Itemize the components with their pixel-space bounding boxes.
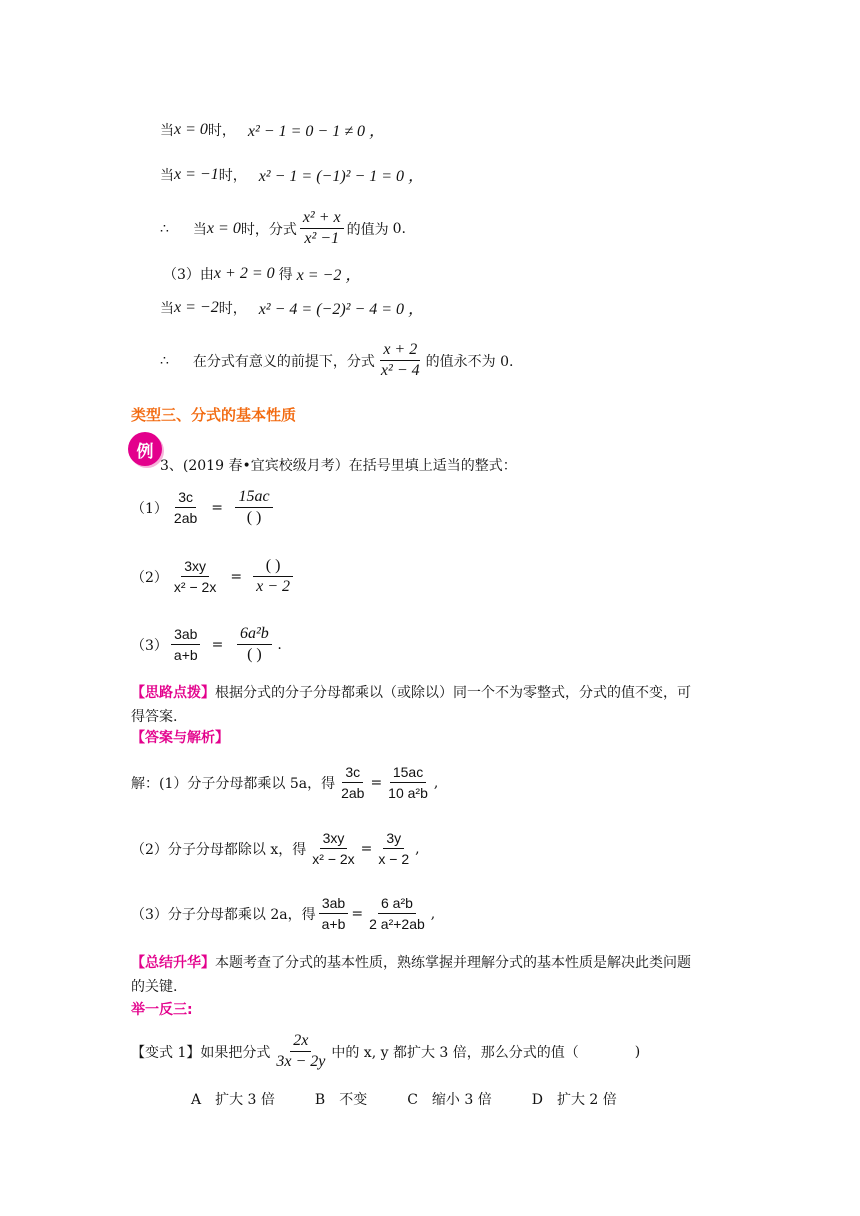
fraction-left — [171, 487, 200, 528]
math-equation: x² − 1 = (−1)² − 1 = 0 ， — [258, 168, 425, 185]
fraction-denominator: a+b — [321, 916, 346, 932]
fraction-left — [319, 893, 349, 934]
question-label: （1） — [131, 500, 168, 517]
fraction-right — [234, 487, 274, 528]
summary-text: 本题考查了分式的基本性质，熟练掌握并理解分式的基本性质是解决此类问题 — [215, 955, 691, 971]
practice-title: 举一反三: — [131, 1002, 193, 1018]
close-paren: ) — [634, 1043, 641, 1060]
practice-heading — [131, 999, 193, 1019]
fraction-numerator: 6a²b — [237, 624, 272, 645]
fraction-left — [338, 762, 367, 803]
fraction-denominator: x − 2 — [378, 851, 410, 867]
hint-label: 【思路点拨】 — [131, 685, 215, 701]
text-statement: 在分式有意义的前提下，分式 — [192, 353, 375, 370]
question-label: （3） — [131, 637, 168, 654]
math-value: x = 0 — [206, 219, 241, 237]
fraction — [300, 208, 344, 249]
summary-text-cont: 的关键. — [131, 979, 178, 995]
math-equation: x = −2 ， — [296, 267, 362, 284]
math-equation: x² − 4 = (−2)² − 4 = 0 ， — [258, 301, 425, 318]
text-shi: 时， — [207, 122, 236, 139]
fraction-denominator: 2ab — [173, 510, 198, 526]
answer-blank: ( ) — [247, 646, 262, 663]
fraction — [378, 340, 423, 381]
fraction-numerator: x + 2 — [380, 340, 420, 361]
fraction-numerator: 15ac — [390, 762, 426, 783]
text-when: 当 — [192, 221, 207, 238]
summary-label: 【总结升华】 — [131, 955, 215, 971]
fraction-denominator: x² − 2x — [312, 851, 355, 867]
result-value: 0. — [392, 220, 406, 237]
line-3 — [160, 208, 406, 249]
solution-text: 解：(1）分子分母都乘以 5a，得 — [131, 775, 336, 792]
fraction-right — [253, 556, 293, 597]
line-2 — [160, 163, 424, 186]
section-heading — [131, 404, 296, 425]
comma: , — [433, 774, 439, 791]
fraction-numerator: 3ab — [171, 624, 200, 645]
equals-sign: = — [351, 905, 364, 922]
equals-sign: = — [230, 568, 243, 585]
choices — [191, 1089, 657, 1109]
therefore-symbol: ∴ — [160, 352, 169, 369]
fraction-left — [309, 828, 357, 869]
answer-heading — [131, 727, 229, 747]
hint-text: 根据分式的分子分母都乘以（或除以）同一个不为零整式，分式的值不变，可 — [215, 685, 691, 701]
equals-sign: = — [360, 840, 373, 857]
fraction-denominator: 10 a²b — [388, 785, 428, 801]
choice-d[interactable]: D 扩大 2 倍 — [531, 1092, 617, 1108]
example-intro — [160, 455, 517, 475]
equals-sign: = — [211, 499, 224, 516]
text-shi: 时， — [218, 167, 247, 184]
fraction-right — [375, 828, 412, 869]
fraction-numerator: 15ac — [235, 487, 272, 508]
answer-label: 【答案与解析】 — [131, 730, 229, 746]
fraction — [273, 1031, 328, 1072]
math-value: x = −1 — [174, 165, 219, 183]
choice-b[interactable]: B 不变 — [314, 1092, 368, 1108]
solution-1 — [131, 762, 438, 803]
period: . — [277, 636, 282, 653]
variant-text: 中的 x, y 都扩大 3 倍，那么分式的值（ — [331, 1044, 579, 1061]
text-when: 当 — [160, 300, 174, 317]
fraction-numerator: x² + x — [300, 208, 344, 229]
equals-sign: = — [211, 636, 224, 653]
question-1 — [131, 487, 277, 528]
question-2 — [131, 556, 296, 597]
fraction-numerator: 3c — [342, 762, 363, 783]
fraction-numerator: 6 a²b — [378, 893, 416, 914]
variant-label: 【变式 1】如果把分式 — [131, 1044, 271, 1061]
summary-line-2 — [131, 976, 177, 996]
fraction-denominator: 2ab — [341, 785, 365, 801]
text-de: 得 — [278, 266, 293, 283]
fraction-numerator: 2x — [290, 1031, 311, 1052]
line-4 — [163, 262, 361, 285]
math-value: x = 0 — [174, 120, 208, 138]
math-value: x = −2 — [174, 298, 219, 316]
hint-text-cont: 得答案. — [131, 709, 178, 725]
solution-2 — [131, 828, 420, 869]
answer-blank: ( ) — [253, 556, 293, 577]
fraction-numerator: 3xy — [181, 556, 209, 577]
solution-text: （2）分子分母都除以 x，得 — [131, 841, 307, 858]
example-badge — [128, 432, 162, 466]
math-equation: x + 2 = 0 — [213, 264, 275, 282]
text-when: 当 — [160, 122, 174, 139]
fraction-denominator: 2 a²+2ab — [369, 916, 425, 932]
variant-1 — [131, 1031, 640, 1072]
result-text: 的值永不为 0. — [425, 353, 514, 370]
fraction-denominator: 3x − 2y — [276, 1053, 326, 1070]
fraction-denominator: x² − 2x — [173, 579, 217, 595]
fraction-numerator: 3y — [383, 828, 404, 849]
text-when: 当 — [160, 167, 174, 184]
text-prefix: （3）由 — [163, 266, 214, 283]
fraction-numerator: 3c — [175, 487, 196, 508]
fraction-numerator: 3xy — [320, 828, 348, 849]
question-3 — [131, 624, 282, 665]
solution-3 — [131, 893, 435, 934]
therefore-symbol: ∴ — [160, 220, 169, 237]
solution-text: （3）分子分母都乘以 2a，得 — [131, 906, 316, 923]
question-label: （2） — [131, 569, 168, 586]
example-badge-label: 例 — [136, 441, 154, 462]
hint-line-2 — [131, 706, 177, 726]
text-fenshi: 分式 — [268, 221, 297, 238]
choice-a[interactable]: A 扩大 3 倍 — [191, 1092, 275, 1108]
hint-line-1 — [131, 682, 691, 702]
text-shi: 时， — [218, 300, 247, 317]
text-de-zhi: 的值为 — [346, 221, 389, 238]
fraction-denominator: x² −1 — [304, 230, 340, 247]
line-5 — [160, 296, 424, 319]
fraction-left — [171, 624, 201, 665]
line-1 — [160, 118, 385, 141]
fraction-denominator: x² − 4 — [380, 362, 420, 379]
fraction-right — [366, 893, 428, 934]
line-6 — [160, 340, 513, 381]
equals-sign: = — [370, 774, 383, 791]
comma: , — [430, 905, 436, 922]
example-intro-text: 3、(2019 春•宜宾校级月考）在括号里填上适当的整式： — [160, 458, 517, 474]
math-equation: x² − 1 = 0 − 1 ≠ 0 ， — [247, 123, 385, 140]
fraction-right — [234, 624, 274, 665]
comma: , — [415, 840, 420, 857]
fraction-numerator: 3ab — [319, 893, 348, 914]
summary-line-1 — [131, 952, 691, 972]
answer-blank: ( ) — [246, 509, 262, 526]
section-title: 类型三、分式的基本性质 — [131, 406, 297, 424]
fraction-denominator: x − 2 — [256, 578, 291, 595]
fraction-right — [385, 762, 431, 803]
choice-c[interactable]: C 缩小 3 倍 — [407, 1092, 492, 1108]
fraction-denominator: a+b — [173, 647, 198, 663]
fraction-left — [171, 556, 219, 597]
text-shi: 时， — [240, 221, 269, 238]
